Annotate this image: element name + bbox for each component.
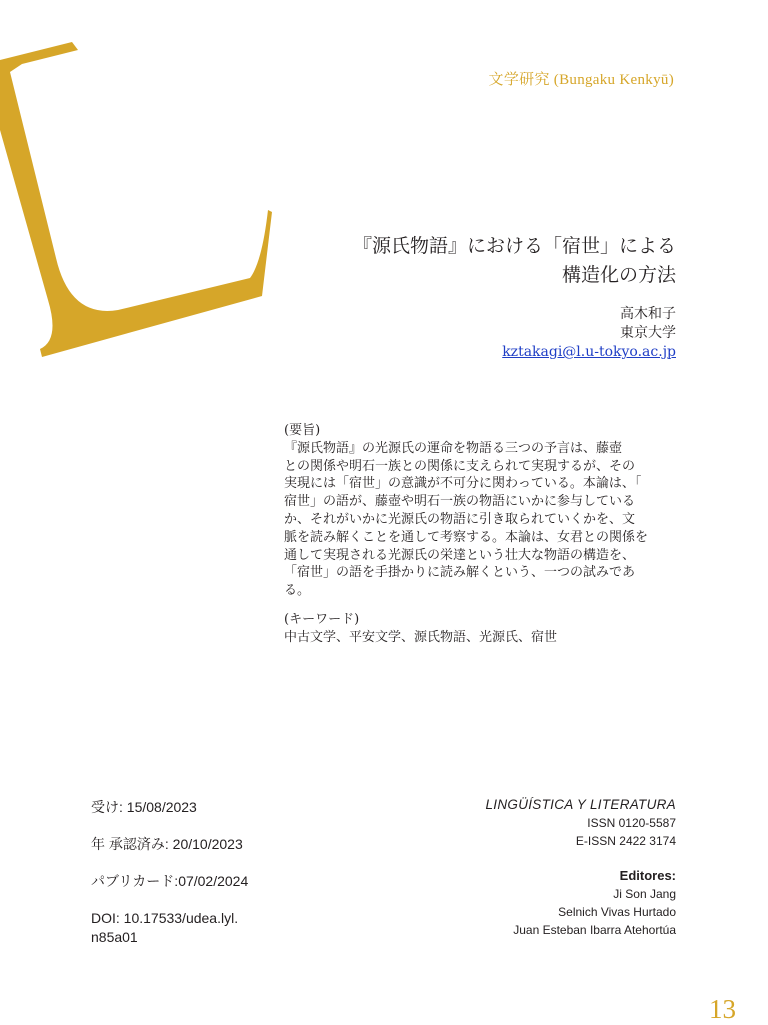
editor-name: Juan Esteban Ibarra Atehortúa: [513, 923, 676, 937]
keywords-list: 中古文学、平安文学、源氏物語、光源氏、宿世: [284, 629, 558, 645]
keywords-heading: (キーワード): [284, 611, 360, 627]
abstract-line: との関係や明石一族との関係に支えられて実現するが、その: [284, 458, 636, 474]
issn: ISSN 0120-5587: [587, 816, 676, 830]
abstract-line: 『源氏物語』の光源氏の運命を物語る三つの予言は、藤壺: [284, 440, 623, 456]
abstract-line: 実現には「宿世」の意識が不可分に関わっている。本論は、「: [284, 476, 642, 492]
author-affiliation: 東京大学: [620, 325, 676, 341]
abstract-line: 「宿世」の語を手掛かりに読み解くという、一つの試みであ: [284, 565, 636, 581]
author-block: [502, 305, 676, 362]
abstract-line: 通して実現される光源氏の栄達という壮大な物語の構造を、: [284, 547, 636, 563]
abstract-heading: (要旨): [284, 423, 321, 438]
author-email-link[interactable]: kztakagi@l.u-tokyo.ac.jp: [502, 344, 676, 360]
accepted-date: 年 承認済み: 20/10/2023: [91, 836, 243, 852]
doi-line-2: n85a01: [91, 929, 138, 945]
eissn: E-ISSN 2422 3174: [575, 834, 676, 848]
doi-line-1: DOI: 10.17533/udea.lyl.: [91, 910, 239, 926]
abstract-line: か、それがいかに光源氏の物語に引き取られていくかを、文: [284, 511, 636, 527]
editor-name: Selnich Vivas Hurtado: [558, 905, 676, 919]
doi: [91, 909, 291, 947]
received-date: 受け: 15/08/2023: [91, 799, 197, 815]
abstract-line: 宿世」の語が、藤壺や明石一族の物語にいかに参与している: [284, 494, 636, 510]
article-title: [353, 232, 676, 290]
journal-name: LINGÜÍSTICA Y LITERATURA: [485, 797, 676, 812]
logo-l-mark: [0, 42, 272, 357]
page-number: 13: [709, 994, 736, 1024]
publication-dates: [91, 798, 291, 965]
journal-section-tag: 文学研究 (Bungaku Kenkyū): [488, 72, 674, 88]
journal-logo-letter-l: [0, 0, 280, 370]
abstract-section: [284, 422, 676, 647]
journal-info: [486, 796, 677, 939]
abstract-line: 脈を読み解くことを通して考察する。本論は、女君との関係を: [284, 529, 649, 545]
editor-name: Ji Son Jang: [613, 887, 676, 901]
article-title-line-1: 『源氏物語』における「宿世」による: [352, 235, 676, 257]
author-name: 高木和子: [620, 306, 676, 322]
article-title-line-2: 構造化の方法: [561, 264, 676, 286]
editors-heading: Editores:: [619, 868, 676, 883]
abstract-line: る。: [284, 583, 311, 599]
published-date: パブリカード:07/02/2024: [91, 873, 249, 889]
